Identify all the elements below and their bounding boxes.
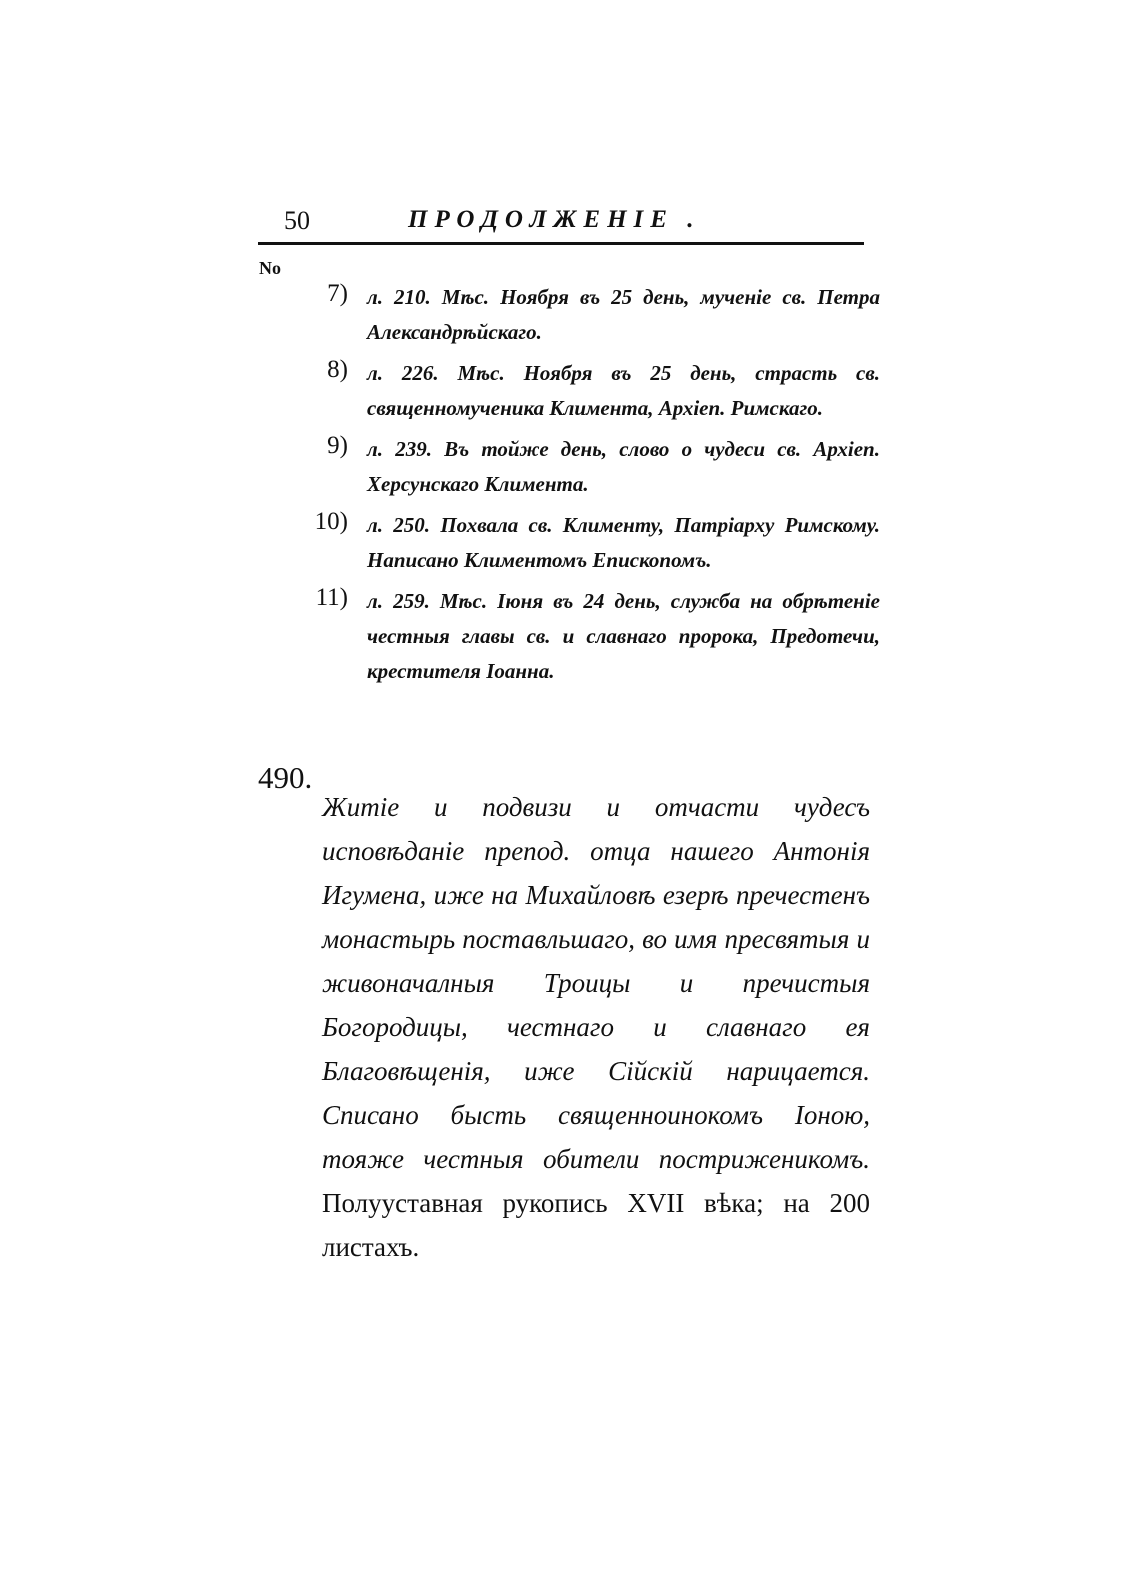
entry-number: 7): [327, 280, 348, 307]
sub-entry-list: [300, 280, 880, 695]
entry-number: 10): [314, 508, 348, 535]
page-number: 50: [284, 206, 310, 235]
entry-text: л. 226. Мѣс. Ноября въ 25 день, страсть св. священномученика Климента, Архіеп. Римскаго.: [367, 361, 880, 420]
running-title: ПРОДОЛЖЕНІЕ .: [408, 206, 701, 233]
entry-text: л. 239. Въ тойже день, слово о чудеси св. Архіеп. Херсунскаго Климента.: [367, 437, 880, 496]
entry-number: 8): [327, 356, 348, 383]
manuscript-title: Житіе и подвизи и отчасти чудесъ исповѣданіе препод. отца нашего Антонія Игумена, иже на Михайловѣ езерѣ пречестенъ монастырь поставльшаго, во имя пресвятыя и живоначалныя Троицы и пречистыя Богородицы, честнаго и славнаго ея Благовѣщенія, иже Сійскій нарицается. Списано бысть священноинокомъ Іоною, тояже честныя обители постриженикомъ.: [322, 792, 870, 1174]
manuscript-description: Полууставная рукопись XVII вѣка; на 200 листахъ.: [322, 1188, 870, 1262]
list-item: [300, 356, 880, 426]
catalog-entry-490: [258, 758, 870, 1296]
header-rule: [258, 242, 864, 245]
catalog-entry-number: 490.: [258, 760, 313, 795]
entry-text: л. 250. Похвала св. Клименту, Патріарху Римскому. Написано Климентомъ Епископомъ.: [367, 513, 880, 572]
entry-text: л. 259. Мѣс. Іюня въ 24 день, служба на обрѣтеніе честныя главы св. и славнаго пророка, Предотечи, крестителя Іоанна.: [367, 589, 880, 683]
number-column-label: No: [259, 258, 281, 278]
list-item: [300, 280, 880, 350]
list-item: [300, 584, 880, 689]
list-item: [300, 432, 880, 502]
page-header: [258, 198, 864, 242]
entry-number: 11): [315, 584, 348, 611]
list-item: [300, 508, 880, 578]
entry-text: л. 210. Мѣс. Ноября въ 25 день, мученіе св. Петра Александрѣйскаго.: [367, 285, 880, 344]
catalog-entry-description: [322, 785, 870, 1269]
entry-number: 9): [327, 432, 348, 459]
